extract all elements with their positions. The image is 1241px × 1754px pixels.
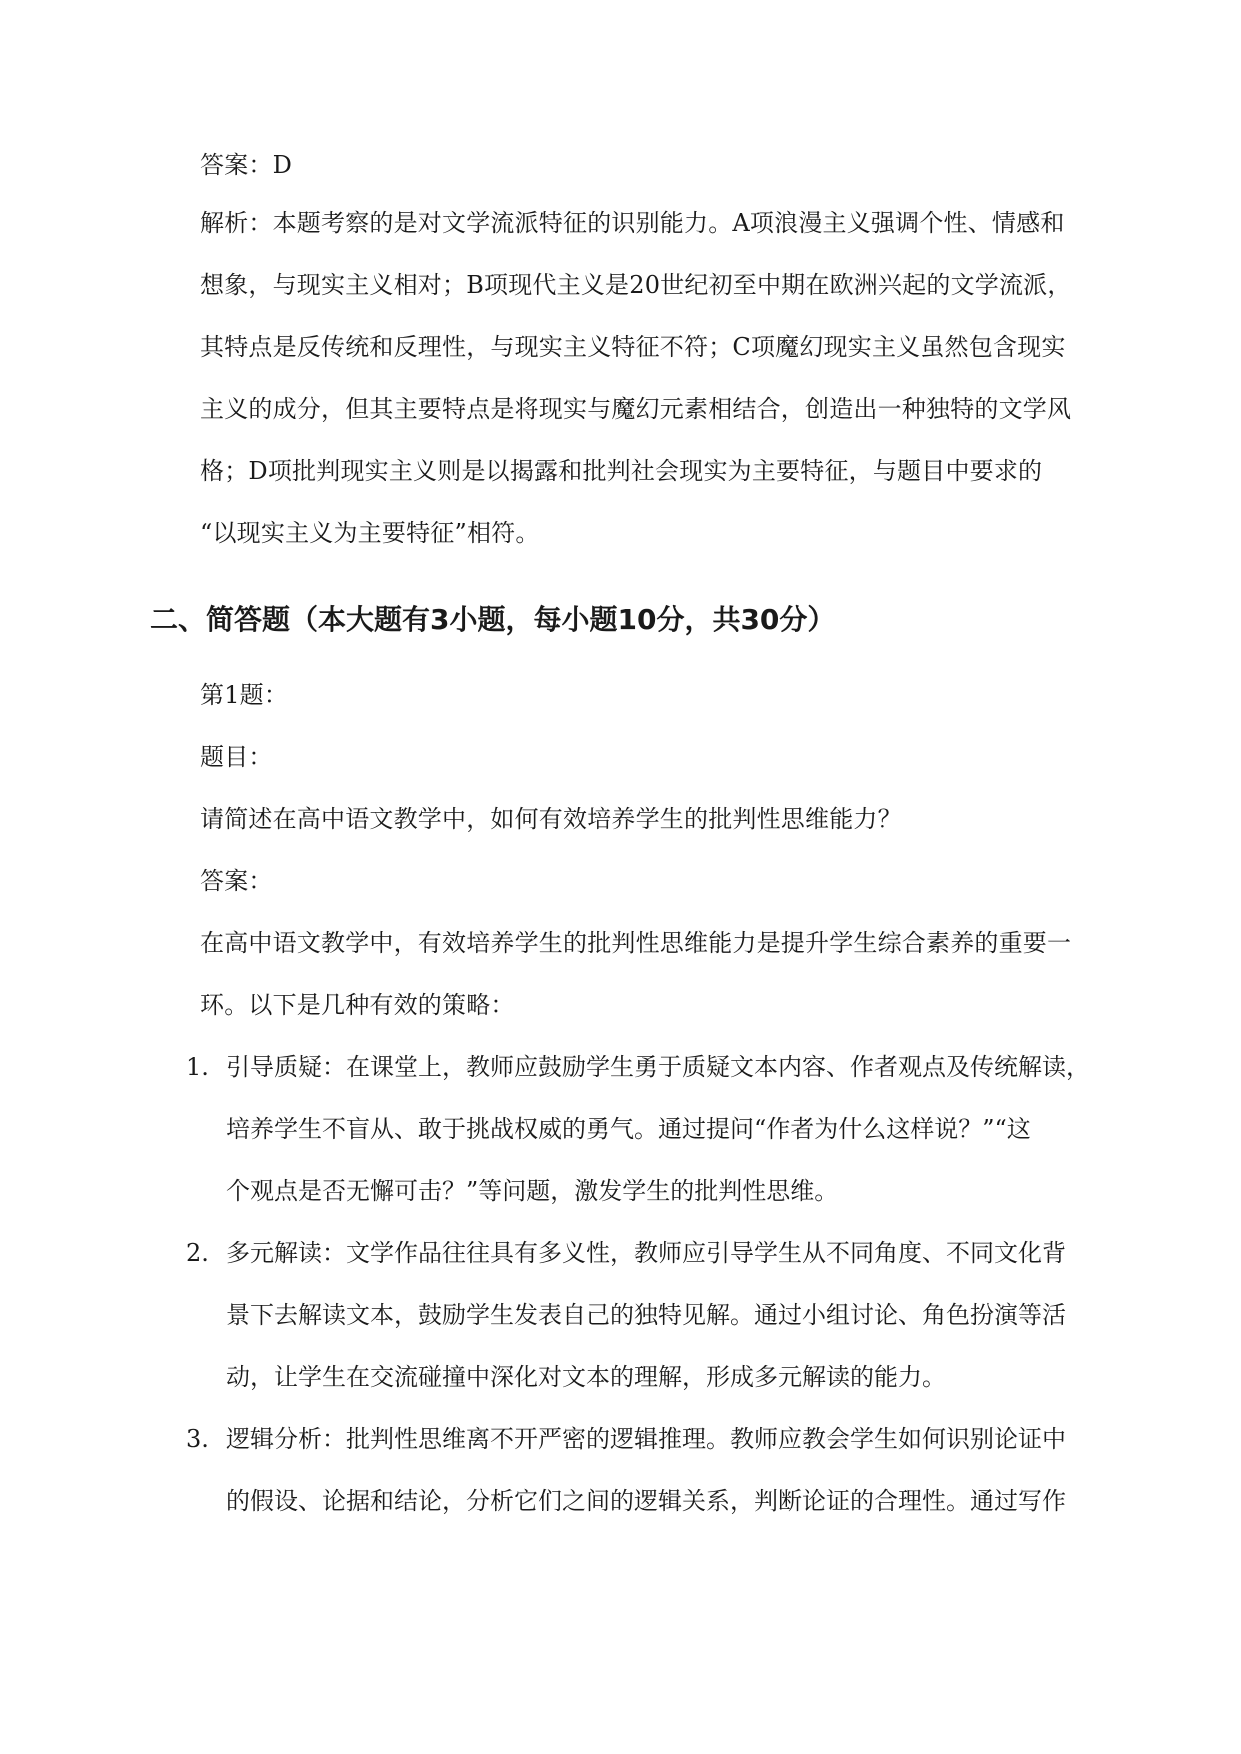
answer-intro-line: 在高中语文教学中，有效培养学生的批判性思维能力是提升学生综合素养的重要一 <box>200 929 1072 957</box>
answer-intro-line: 环。以下是几种有效的策略： <box>200 991 515 1019</box>
answer-label: 答案： <box>200 867 273 895</box>
list-item-line: 多元解读：文学作品往往具有多义性，教师应引导学生从不同角度、不同文化背 <box>226 1239 1066 1267</box>
list-item-line: 逻辑分析：批判性思维离不开严密的逻辑推理。教师应教会学生如何识别论证中 <box>226 1425 1066 1453</box>
question-number-label: 第1题： <box>200 681 289 709</box>
list-item-line: 景下去解读文本，鼓励学生发表自己的独特见解。通过小组讨论、角色扮演等活 <box>226 1301 1066 1329</box>
list-item-line: 的假设、论据和结论，分析它们之间的逻辑关系，判断论证的合理性。通过写作 <box>226 1487 1066 1515</box>
question-title-label: 题目： <box>200 743 273 771</box>
section-heading: 二、简答题（本大题有3小题，每小题10分，共30分） <box>150 603 836 636</box>
analysis-line: 格；D项批判现实主义则是以揭露和批判社会现实为主要特征，与题目中要求的 <box>200 457 1043 485</box>
question-text: 请简述在高中语文教学中，如何有效培养学生的批判性思维能力？ <box>200 805 902 833</box>
analysis-line: 其特点是反传统和反理性，与现实主义特征不符；C项魔幻现实主义虽然包含现实 <box>200 333 1066 361</box>
list-item-line: 动，让学生在交流碰撞中深化对文本的理解，形成多元解读的能力。 <box>226 1363 946 1391</box>
list-item-line: 培养学生不盲从、敢于挑战权威的勇气。通过提问“作者为什么这样说？”“这 <box>226 1115 1031 1143</box>
answer-line: 答案：D <box>200 151 293 179</box>
analysis-line: 主义的成分，但其主要特点是将现实与魔幻元素相结合，创造出一种独特的文学风 <box>200 395 1072 423</box>
list-item-line: 引导质疑：在课堂上，教师应鼓励学生勇于质疑文本内容、作者观点及传统解读， <box>226 1053 1090 1081</box>
list-item-number: 2. <box>186 1239 209 1267</box>
analysis-line: “以现实主义为主要特征”相符。 <box>200 519 540 547</box>
list-item-number: 3. <box>186 1425 209 1453</box>
analysis-line: 想象，与现实主义相对；B项现代主义是20世纪初至中期在欧洲兴起的文学流派， <box>200 271 1072 299</box>
analysis-line: 解析：本题考察的是对文学流派特征的识别能力。A项浪漫主义强调个性、情感和 <box>200 209 1065 237</box>
list-item-number: 1. <box>186 1053 209 1081</box>
list-item-line: 个观点是否无懈可击？”等问题，激发学生的批判性思维。 <box>226 1177 839 1205</box>
